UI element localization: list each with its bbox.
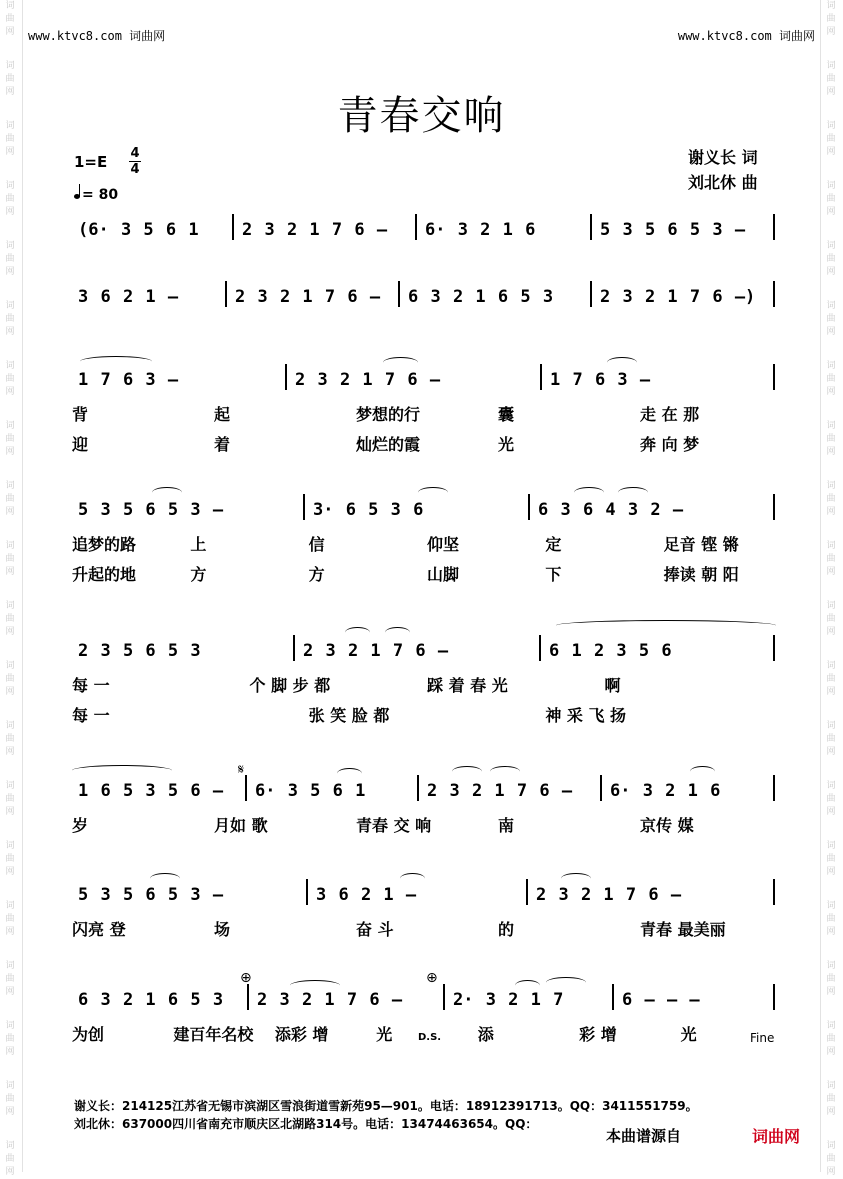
watermark-text: 词曲网 bbox=[826, 901, 836, 937]
watermark-text: 词曲网 bbox=[5, 1, 15, 37]
left-watermark-column bbox=[0, 0, 23, 1177]
slur bbox=[150, 873, 180, 884]
bar-line bbox=[225, 281, 227, 307]
source-label: 本曲谱源自 bbox=[606, 1127, 682, 1145]
lyric-syllable: 张 笑 脸 都 bbox=[308, 706, 390, 725]
slur bbox=[546, 977, 586, 988]
lyric-syllable: 迎 bbox=[72, 435, 89, 454]
lyric-syllable: 背 bbox=[72, 405, 89, 424]
watermark-text: 词曲网 bbox=[5, 181, 15, 217]
bar-line bbox=[306, 879, 308, 905]
song-title: 青春交响 bbox=[337, 93, 506, 139]
measure: 1 7 6 3 – bbox=[78, 370, 179, 390]
lyric-syllable: 囊 bbox=[498, 405, 515, 424]
lyric-syllable: 为创 bbox=[72, 1025, 105, 1044]
lyric-syllable: 仰坚 bbox=[427, 535, 460, 554]
watermark-text: 词曲网 bbox=[826, 841, 836, 877]
measure: 2 3 5 6 5 3 bbox=[78, 641, 201, 661]
slur bbox=[452, 766, 482, 777]
watermark-text: 词曲网 bbox=[5, 601, 15, 637]
watermark-text: 词曲网 bbox=[826, 421, 836, 457]
measure: 2 3 2 1 7 6 – bbox=[257, 990, 403, 1010]
measure: 5 3 5 6 5 3 – bbox=[78, 500, 224, 520]
lyric-syllable: 方 bbox=[308, 565, 325, 584]
bar-line bbox=[773, 984, 775, 1010]
time-signature: 4 4 bbox=[130, 146, 140, 177]
bar-line bbox=[539, 635, 541, 661]
bar-line bbox=[773, 775, 775, 801]
watermark-text: 词曲网 bbox=[5, 1021, 15, 1057]
lyricist: 谢义长 词 bbox=[688, 148, 758, 167]
right-watermark-column bbox=[820, 0, 843, 1177]
lyric-syllable: 捧读 朝 阳 bbox=[663, 565, 739, 584]
bar-line bbox=[417, 775, 419, 801]
measure: 6 3 2 1 6 5 3 bbox=[408, 287, 554, 307]
contact-line-1: 谢义长：214125江苏省无锡市滨湖区雪浪街道雪新苑95—901。电话：18912391713。QQ：3411551759。 bbox=[74, 1099, 698, 1113]
watermark-text: 词曲网 bbox=[5, 781, 15, 817]
watermark-text: 词曲网 bbox=[826, 481, 836, 517]
lyric-syllable: 上 bbox=[190, 535, 207, 554]
bar-line bbox=[590, 281, 592, 307]
watermark-text: 词曲网 bbox=[826, 541, 836, 577]
site-header-right[interactable]: www.ktvc8.com 词曲网 bbox=[677, 29, 815, 43]
bar-line bbox=[773, 281, 775, 307]
measure: 6· 3 2 1 6 bbox=[425, 220, 536, 240]
slur bbox=[337, 768, 362, 779]
brand-logo[interactable]: 词曲网 bbox=[752, 1127, 801, 1146]
lyric-syllable: 光 bbox=[680, 1025, 697, 1044]
bar-line bbox=[398, 281, 400, 307]
watermark-text: 词曲网 bbox=[826, 1, 836, 37]
measure: 3 6 2 1 – bbox=[78, 287, 179, 307]
watermark-text: 词曲网 bbox=[5, 301, 15, 337]
lyric-syllable: 灿烂的霞 bbox=[356, 435, 421, 454]
coda-icon-2: ⊕ bbox=[426, 970, 438, 986]
segno-icon: 𝄋 bbox=[238, 762, 245, 778]
ds-marking: D.S. bbox=[418, 1032, 442, 1043]
footer-contact bbox=[74, 1097, 698, 1133]
lyric-syllable: 着 bbox=[214, 435, 231, 454]
slur bbox=[556, 620, 776, 631]
composer: 刘北休 曲 bbox=[688, 173, 758, 192]
measure: 6 3 2 1 6 5 3 bbox=[78, 990, 224, 1010]
watermark-text: 词曲网 bbox=[826, 1141, 836, 1177]
watermark-text: 词曲网 bbox=[826, 61, 836, 97]
lyric-syllable: 月如 歌 bbox=[214, 816, 268, 835]
contact-line-2: 刘北休：637000四川省南充市顺庆区北湖路314号。电话：13474463654。QQ： bbox=[74, 1117, 538, 1131]
slur bbox=[385, 627, 410, 638]
lyric-syllable: 南 bbox=[498, 816, 515, 835]
measure: 2 3 2 1 7 6 – bbox=[235, 287, 381, 307]
measure: 3· 6 5 3 6 bbox=[313, 500, 424, 520]
lyric-syllable: 每 一 bbox=[72, 676, 110, 695]
lyric-syllable: 每 一 bbox=[72, 706, 110, 725]
key-signature: 1=E bbox=[74, 153, 108, 171]
measure: 6 1 2 3 5 6 bbox=[549, 641, 672, 661]
bar-line bbox=[612, 984, 614, 1010]
slur bbox=[561, 873, 591, 884]
watermark-text: 词曲网 bbox=[5, 481, 15, 517]
lyric-syllable: 青春 最美丽 bbox=[640, 920, 726, 939]
watermark-text: 词曲网 bbox=[5, 61, 15, 97]
slur bbox=[400, 873, 425, 884]
measure: 2· 3 2 1 7 bbox=[453, 990, 564, 1010]
lyric-syllable: 信 bbox=[308, 535, 325, 554]
bar-line bbox=[773, 364, 775, 390]
lyric-syllable: 升起的地 bbox=[72, 565, 137, 584]
watermark-text: 词曲网 bbox=[826, 1081, 836, 1117]
slur bbox=[290, 980, 340, 991]
slur bbox=[418, 487, 448, 498]
watermark-text: 词曲网 bbox=[5, 901, 15, 937]
lyric-syllable: 起 bbox=[214, 405, 231, 424]
coda-icon: ⊕ bbox=[240, 970, 252, 986]
bar-line bbox=[773, 879, 775, 905]
watermark-text: 词曲网 bbox=[826, 301, 836, 337]
measure: 6 3 6 4 3 2 – bbox=[538, 500, 684, 520]
bar-line bbox=[303, 494, 305, 520]
bar-line bbox=[773, 635, 775, 661]
bar-line bbox=[600, 775, 602, 801]
watermark-text: 词曲网 bbox=[826, 961, 836, 997]
lyric-syllable: 追梦的路 bbox=[72, 535, 137, 554]
bar-line bbox=[232, 214, 234, 240]
measure: 6· 3 2 1 6 bbox=[610, 781, 721, 801]
lyric-syllable: 神 采 飞 扬 bbox=[545, 706, 627, 725]
slur bbox=[618, 487, 648, 498]
measure: 2 3 2 1 7 6 – bbox=[536, 885, 682, 905]
site-header-left[interactable]: www.ktvc8.com 词曲网 bbox=[28, 29, 166, 43]
lyric-syllable: 的 bbox=[498, 920, 515, 939]
watermark-text: 词曲网 bbox=[5, 361, 15, 397]
lyric-syllable: 山脚 bbox=[427, 565, 460, 584]
bar-line bbox=[285, 364, 287, 390]
watermark-text: 词曲网 bbox=[826, 781, 836, 817]
lyric-syllable: 添 bbox=[477, 1025, 494, 1044]
bar-line bbox=[415, 214, 417, 240]
slur bbox=[80, 356, 152, 367]
slur bbox=[72, 765, 172, 776]
watermark-text: 词曲网 bbox=[5, 721, 15, 757]
watermark-text: 词曲网 bbox=[826, 181, 836, 217]
watermark-text: 词曲网 bbox=[826, 121, 836, 157]
lyric-syllable: 定 bbox=[545, 535, 562, 554]
lyric-syllable: 建百年名校 bbox=[173, 1025, 254, 1044]
watermark-text: 词曲网 bbox=[826, 241, 836, 277]
watermark-text: 词曲网 bbox=[5, 961, 15, 997]
lyric-syllable: 梦想的行 bbox=[356, 405, 421, 424]
measure: 3 6 2 1 – bbox=[316, 885, 417, 905]
lyric-syllable: 走 在 那 bbox=[640, 405, 700, 424]
tempo-marking: = 80 bbox=[74, 187, 118, 203]
bar-line bbox=[245, 775, 247, 801]
slur bbox=[574, 487, 604, 498]
measure: 6 – – – bbox=[622, 990, 700, 1010]
lyric-syllable: 京传 媒 bbox=[640, 816, 694, 835]
slur bbox=[490, 766, 520, 777]
slur bbox=[152, 487, 182, 498]
measure: 5 3 5 6 5 3 – bbox=[600, 220, 746, 240]
bar-line bbox=[247, 984, 249, 1010]
bar-line bbox=[528, 494, 530, 520]
measure: 5 3 5 6 5 3 – bbox=[78, 885, 224, 905]
measure: 6· 3 5 6 1 bbox=[255, 781, 366, 801]
watermark-text: 词曲网 bbox=[5, 1081, 15, 1117]
watermark-text: 词曲网 bbox=[5, 661, 15, 697]
lyric-syllable: 青春 交 响 bbox=[356, 816, 432, 835]
lyric-syllable: 奔 向 梦 bbox=[640, 435, 700, 454]
measure: (6· 3 5 6 1 bbox=[78, 220, 199, 240]
lyric-syllable: 光 bbox=[498, 435, 515, 454]
measure: 1 6 5 3 5 6 – bbox=[78, 781, 224, 801]
lyric-syllable: 闪亮 登 bbox=[72, 920, 126, 939]
slur bbox=[690, 766, 715, 777]
watermark-text: 词曲网 bbox=[5, 241, 15, 277]
lyric-syllable: 岁 bbox=[72, 816, 89, 835]
watermark-text: 词曲网 bbox=[5, 121, 15, 157]
measure: 2 3 2 1 7 6 – bbox=[295, 370, 441, 390]
credits bbox=[688, 145, 758, 195]
slur bbox=[607, 357, 637, 368]
measure: 2 3 2 1 7 6 –) bbox=[600, 287, 756, 307]
watermark-text: 词曲网 bbox=[826, 661, 836, 697]
lyric-syllable: 奋 斗 bbox=[356, 920, 394, 939]
lyric-syllable: 足音 铿 锵 bbox=[663, 535, 739, 554]
lyric-syllable: 方 bbox=[190, 565, 207, 584]
slur bbox=[383, 357, 418, 368]
bar-line bbox=[526, 879, 528, 905]
watermark-text: 词曲网 bbox=[826, 721, 836, 757]
lyric-syllable: 彩 增 bbox=[579, 1025, 617, 1044]
lyric-syllable: 添彩 增 bbox=[274, 1025, 329, 1044]
measure: 2 3 2 1 7 6 – bbox=[303, 641, 449, 661]
bar-line bbox=[590, 214, 592, 240]
bar-line bbox=[773, 214, 775, 240]
watermark-text: 词曲网 bbox=[826, 601, 836, 637]
fine-marking: Fine bbox=[750, 1031, 775, 1045]
lyric-syllable: 光 bbox=[376, 1025, 393, 1044]
bar-line bbox=[773, 494, 775, 520]
bar-line bbox=[443, 984, 445, 1010]
lyric-syllable: 啊 bbox=[604, 676, 621, 695]
watermark-text: 词曲网 bbox=[5, 1141, 15, 1177]
measure: 2 3 2 1 7 6 – bbox=[242, 220, 388, 240]
slur bbox=[515, 980, 540, 991]
lyric-syllable: 个 脚 步 都 bbox=[249, 676, 331, 695]
lyric-syllable: 踩 着 春 光 bbox=[427, 676, 508, 695]
quarter-note-icon bbox=[74, 194, 80, 199]
watermark-text: 词曲网 bbox=[5, 841, 15, 877]
measure: 2 3 2 1 7 6 – bbox=[427, 781, 573, 801]
bar-line bbox=[293, 635, 295, 661]
watermark-text: 词曲网 bbox=[5, 541, 15, 577]
watermark-text: 词曲网 bbox=[826, 361, 836, 397]
watermark-text: 词曲网 bbox=[5, 421, 15, 457]
lyric-syllable: 场 bbox=[214, 920, 231, 939]
bar-line bbox=[540, 364, 542, 390]
slur bbox=[345, 627, 370, 638]
watermark-text: 词曲网 bbox=[826, 1021, 836, 1057]
measure: 1 7 6 3 – bbox=[550, 370, 651, 390]
lyric-syllable: 下 bbox=[545, 565, 562, 584]
